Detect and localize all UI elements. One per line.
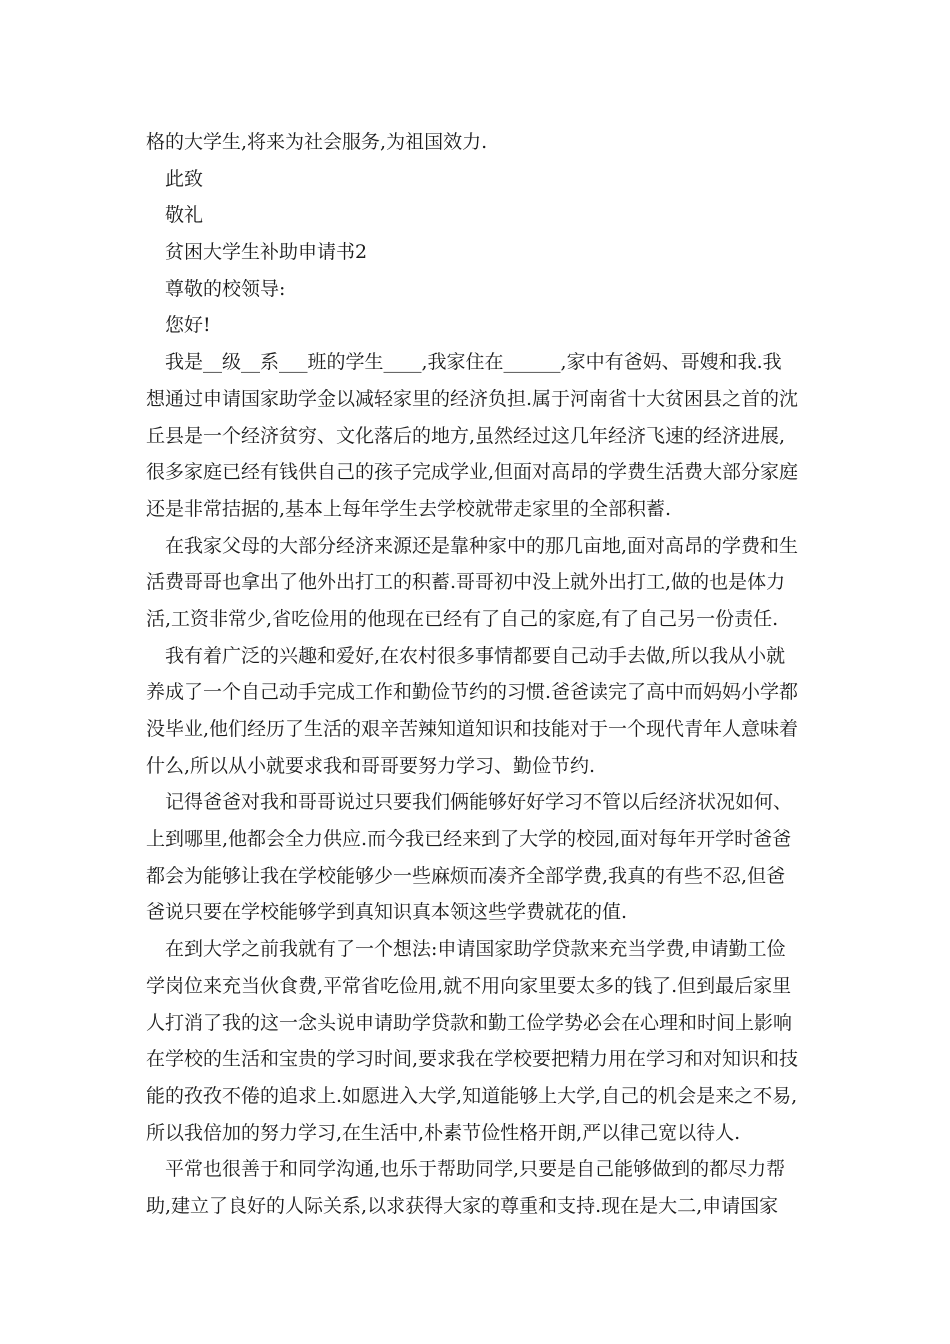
- text-line: 想通过申请国家助学金以减轻家里的经济负担.属于河南省十大贫困县之首的沈: [146, 387, 799, 410]
- text-line: 活,工资非常少,省吃俭用的他现在已经有了自己的家庭,有了自己另一份责任.: [146, 607, 779, 630]
- text-line: 丘县是一个经济贫穷、文化落后的地方,虽然经过这几年经济飞速的经济进展,: [146, 424, 786, 447]
- text-line: 助,建立了良好的人际关系,以求获得大家的尊重和支持.现在是大二,申请国家: [146, 1194, 779, 1217]
- text-line: 格的大学生,将来为社会服务,为祖国效力.: [146, 131, 488, 153]
- text-line: 我是__级__系___班的学生____,我家住在______,家中有爸妈、哥嫂和我.我: [165, 351, 782, 374]
- text-line: 您好!: [165, 314, 211, 337]
- text-line: 什么,所以从小就要求我和哥哥要努力学习、勤俭节约.: [146, 754, 596, 777]
- text-line: 活费哥哥也拿出了他外出打工的积蓄.哥哥初中没上就外出打工,做的也是体力: [146, 571, 786, 594]
- text-line: 贫困大学生补助申请书2: [165, 241, 368, 264]
- text-line: 能的孜孜不倦的追求上.如愿进入大学,知道能够上大学,自己的机会是来之不易,: [146, 1084, 798, 1107]
- text-line: 在到大学之前我就有了一个想法:申请国家助学贷款来充当学费,申请勤工俭: [165, 938, 786, 961]
- text-line: 记得爸爸对我和哥哥说过只要我们俩能够好好学习不管以后经济状况如何、: [165, 791, 793, 814]
- text-line: 尊敬的校领导:: [165, 277, 286, 300]
- text-line: 所以我倍加的努力学习,在生活中,朴素节俭性格开朗,严以律己宽以待人.: [146, 1121, 741, 1144]
- text-line: 平常也很善于和同学沟通,也乐于帮助同学,只要是自己能够做到的都尽力帮: [165, 1158, 786, 1181]
- text-line: 此致: [165, 167, 204, 190]
- text-line: 在学校的生活和宝贵的学习时间,要求我在学校要把精力用在学习和对知识和技: [146, 1048, 799, 1071]
- document-body: [146, 124, 814, 1225]
- text-line: 没毕业,他们经历了生活的艰辛苦辣知道知识和技能对于一个现代青年人意味着: [146, 718, 799, 740]
- text-line: 学岗位来充当伙食费,平常省吃俭用,就不用向家里要太多的钱了.但到最后家里: [146, 974, 792, 997]
- text-line: 人打消了我的这一念头说申请助学贷款和勤工俭学势必会在心理和时间上影响: [146, 1011, 793, 1034]
- text-line: 很多家庭已经有钱供自己的孩子完成学业,但面对高昂的学费生活费大部分家庭: [146, 461, 799, 484]
- text-line: 都会为能够让我在学校能够少一些麻烦而凑齐全部学费,我真的有些不忍,但爸: [146, 864, 786, 887]
- text-line: 在我家父母的大部分经济来源还是靠种家中的那几亩地,面对高昂的学费和生: [165, 534, 799, 557]
- text-line: 上到哪里,他都会全力供应.而今我已经来到了大学的校园,面对每年开学时爸爸: [146, 828, 792, 851]
- text-line: 我有着广泛的兴趣和爱好,在农村很多事情都要自己动手去做,所以我从小就: [165, 644, 786, 667]
- text-line: 爸说只要在学校能够学到真知识真本领这些学费就花的值.: [146, 901, 628, 924]
- text-line: 还是非常拮据的,基本上每年学生去学校就带走家里的全部积蓄.: [146, 497, 672, 520]
- text-line: 敬礼: [165, 204, 204, 227]
- text-line: 养成了一个自己动手完成工作和勤俭节约的习惯.爸爸读完了高中而妈妈小学都: [146, 681, 799, 704]
